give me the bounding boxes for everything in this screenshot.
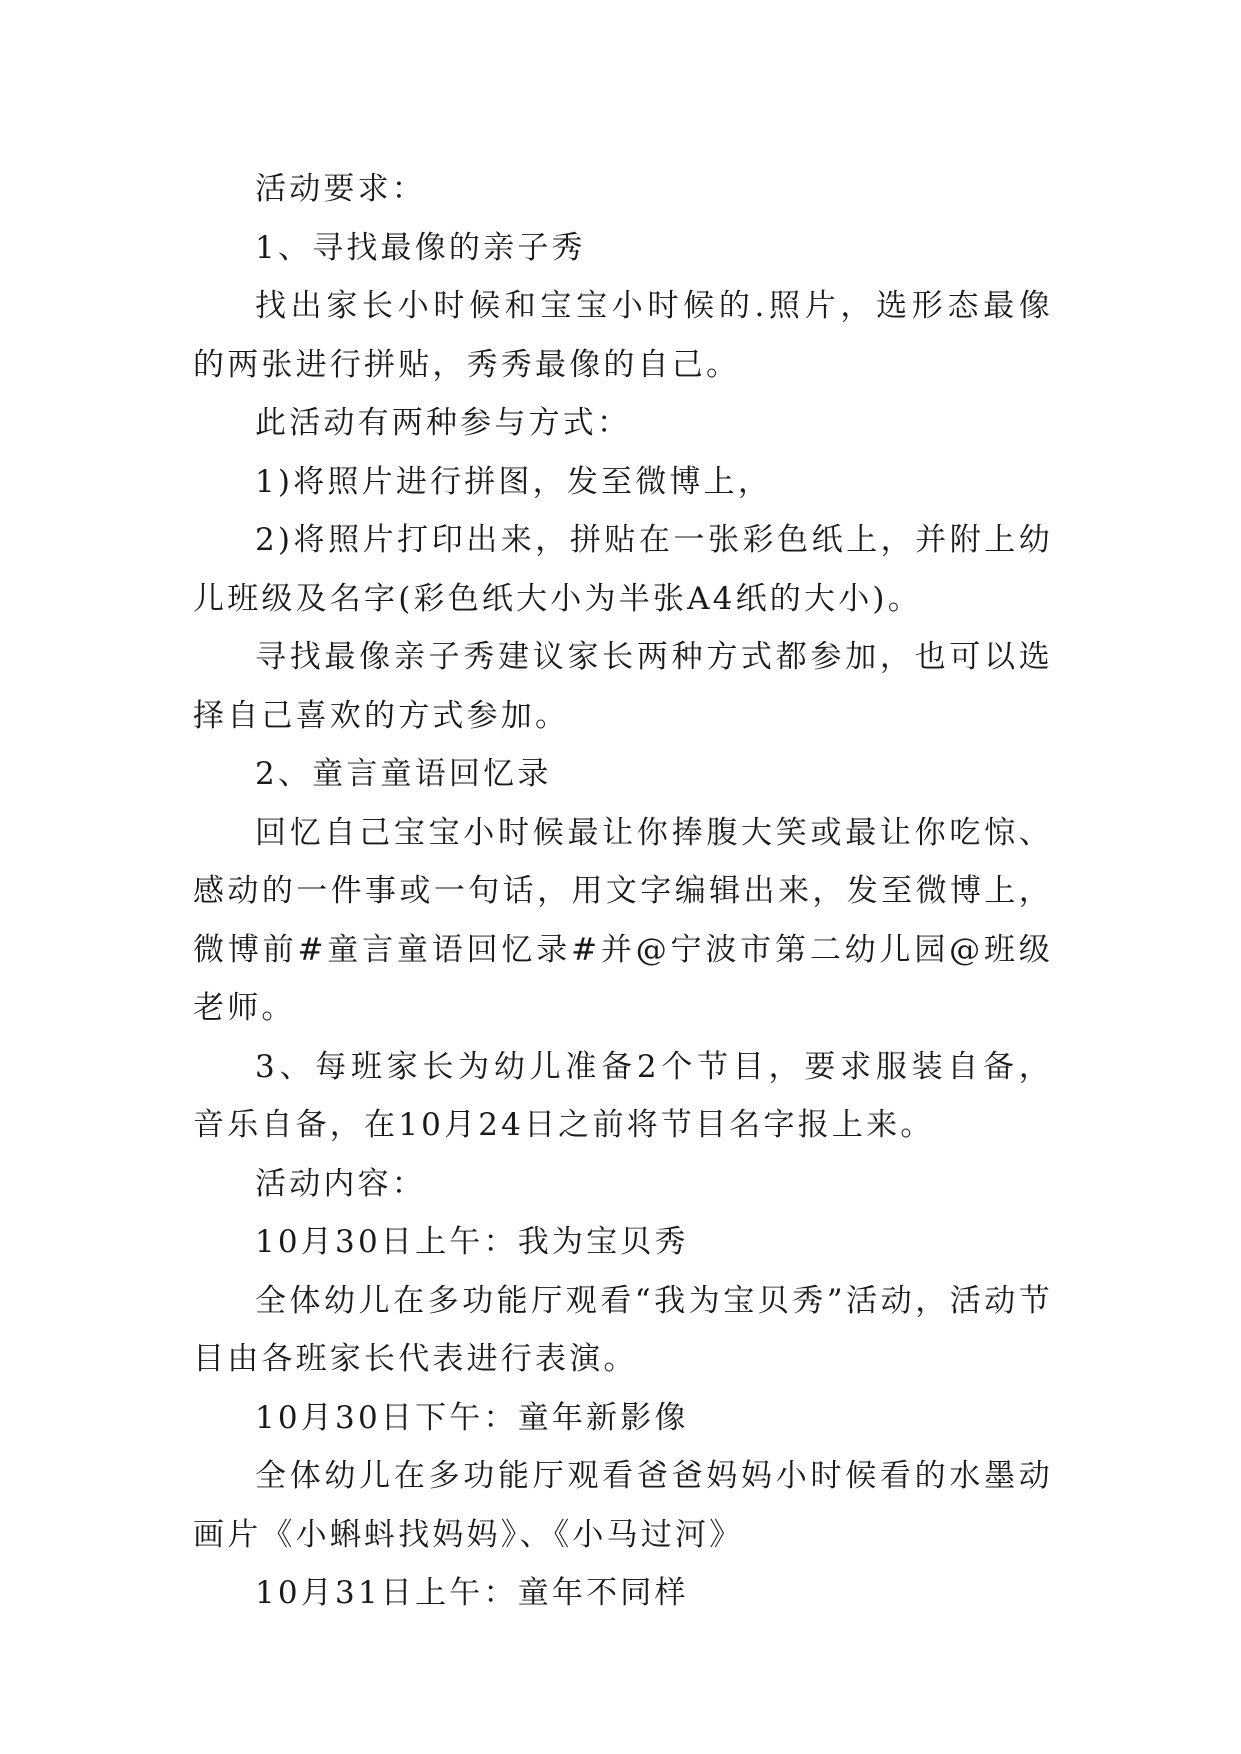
participation-option-1: 1)将照片进行拼图，发至微博上， [255, 463, 773, 500]
item-2-description: 回忆自己宝宝小时候最让你捧腹大笑或最让你吃惊、感动的一件事或一句话，用文字编辑出来，发至微博上，微博前#童言童语回忆录#并@宁波市第二幼儿园@班级老师。 [193, 814, 1053, 1026]
document-body [193, 160, 1053, 1623]
heading-activity-requirements: 活动要求： [255, 171, 426, 207]
heading-activity-content: 活动内容： [255, 1165, 426, 1202]
item-3-description: 3、每班家长为幼儿准备2个节目，要求服装自备，音乐自备，在10月24日之前将节目名字报上来。 [193, 1048, 1053, 1143]
schedule-oct31-morning: 10月31日上午：童年不同样 [255, 1575, 689, 1611]
schedule-oct30-afternoon-detail: 全体幼儿在多功能厅观看爸爸妈妈小时候看的水墨动画片《小蝌蚪找妈妈》、《小马过河》 [193, 1458, 1053, 1553]
schedule-oct30-afternoon: 10月30日下午：童年新影像 [255, 1399, 689, 1436]
item-2-title: 2、童言童语回忆录 [255, 756, 552, 792]
participation-intro: 此活动有两种参与方式： [255, 405, 632, 441]
participation-option-2: 2)将照片打印出来，拼贴在一张彩色纸上，并附上幼儿班级及名字(彩色纸大小为半张A4纸的大小)。 [193, 522, 1053, 617]
schedule-oct30-morning-detail: 全体幼儿在多功能厅观看“我为宝贝秀”活动，活动节目由各班家长代表进行表演。 [193, 1282, 1053, 1377]
item-1-description: 找出家长小时候和宝宝小时候的.照片，选形态最像的两张进行拼贴，秀秀最像的自己。 [193, 288, 1053, 383]
participation-suggestion: 寻找最像亲子秀建议家长两种方式都参加，也可以选择自己喜欢的方式参加。 [193, 639, 1053, 734]
schedule-oct30-morning: 10月30日上午：我为宝贝秀 [255, 1224, 689, 1260]
item-1-title: 1、寻找最像的亲子秀 [255, 229, 586, 266]
